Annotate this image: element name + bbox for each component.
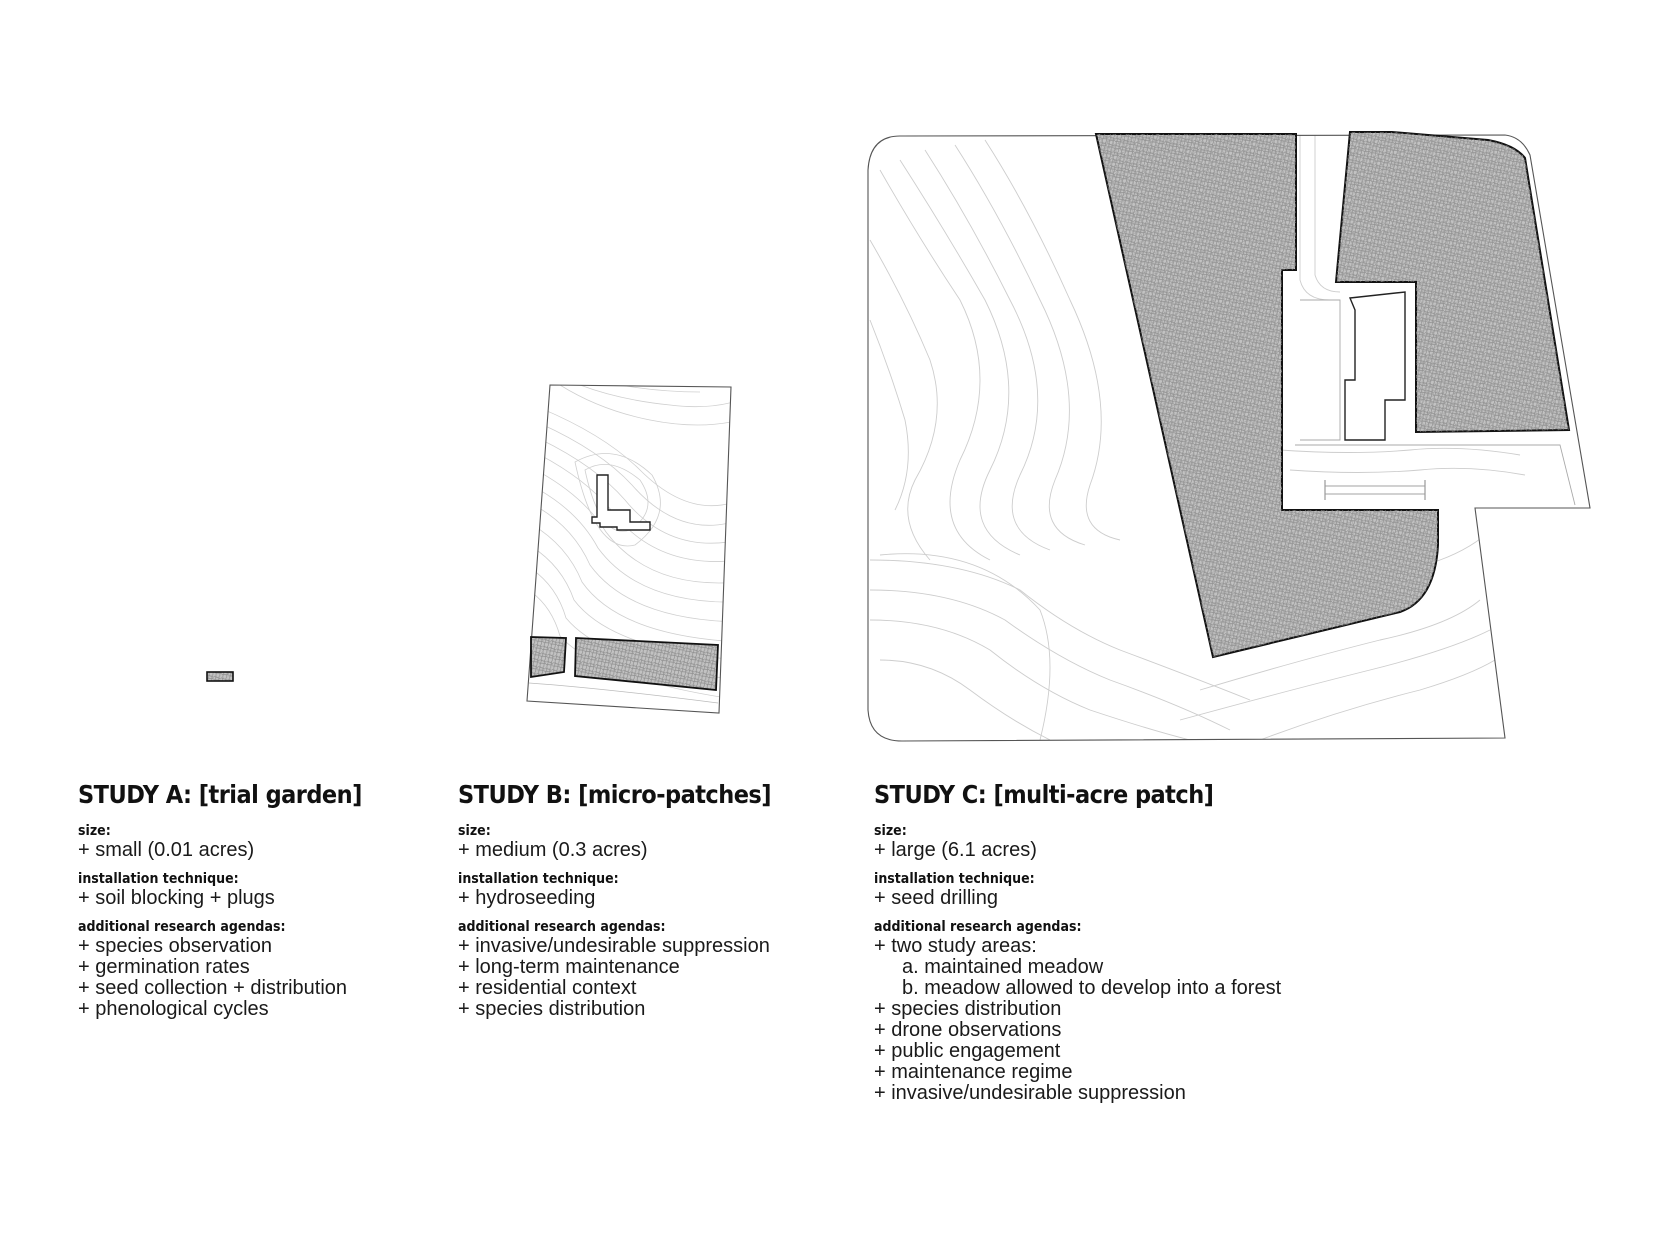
technique-label: installation technique: xyxy=(78,871,239,887)
agenda-item: + drone observations xyxy=(874,1019,1062,1041)
technique-label: installation technique: xyxy=(458,871,619,887)
study-c-building xyxy=(1345,292,1405,440)
size-label: size: xyxy=(874,823,907,839)
size-value: + large (6.1 acres) xyxy=(874,839,1037,861)
agenda-item: + species observation xyxy=(78,935,273,957)
study-c-title: STUDY C: [multi-acre patch] xyxy=(874,780,1214,809)
agenda-item: + long-term maintenance xyxy=(458,956,680,978)
agenda-item: + invasive/undesirable suppression xyxy=(458,935,770,957)
agenda-item: + germination rates xyxy=(78,956,250,978)
study-a-title: STUDY A: [trial garden] xyxy=(78,780,362,809)
agendas-list xyxy=(458,936,858,1020)
agenda-item: + maintenance regime xyxy=(874,1061,1073,1083)
agenda-item: + phenological cycles xyxy=(78,998,269,1020)
agendas-label: additional research agendas: xyxy=(874,919,1082,935)
agendas-label: additional research agendas: xyxy=(458,919,666,935)
agendas-list xyxy=(78,936,448,1020)
technique-value: + soil blocking + plugs xyxy=(78,887,275,909)
study-b-building xyxy=(592,475,650,530)
study-c-description xyxy=(874,780,1434,1114)
agenda-subitem: b. meadow allowed to develop into a forest xyxy=(902,977,1282,999)
study-b-patch-east xyxy=(575,638,718,690)
agenda-subitem: a. maintained meadow xyxy=(902,956,1104,978)
size-value: + small (0.01 acres) xyxy=(78,839,255,861)
agenda-item: + seed collection + distribution xyxy=(78,977,348,999)
agenda-item: + residential context xyxy=(458,977,637,999)
technique-label: installation technique: xyxy=(874,871,1035,887)
study-a-description xyxy=(78,780,448,1030)
study-a-plan xyxy=(207,672,233,681)
size-label: size: xyxy=(458,823,491,839)
study-c-plan xyxy=(868,132,1590,741)
study-c-parking xyxy=(1325,486,1425,494)
agendas-list xyxy=(874,936,1434,1104)
study-b-plan xyxy=(520,385,740,713)
agendas-label: additional research agendas: xyxy=(78,919,286,935)
agenda-item: + species distribution xyxy=(874,998,1062,1020)
technique-value: + hydroseeding xyxy=(458,887,596,909)
size-value: + medium (0.3 acres) xyxy=(458,839,648,861)
study-a-patch xyxy=(207,672,233,681)
size-label: size: xyxy=(78,823,111,839)
technique-value: + seed drilling xyxy=(874,887,998,909)
agenda-item: + invasive/undesirable suppression xyxy=(874,1082,1186,1104)
study-b-title: STUDY B: [micro-patches] xyxy=(458,780,772,809)
agenda-item: + public engagement xyxy=(874,1040,1061,1062)
study-b-patch-west xyxy=(531,637,566,677)
study-b-description xyxy=(458,780,858,1030)
agenda-item: + two study areas: xyxy=(874,935,1037,957)
agenda-item: + species distribution xyxy=(458,998,646,1020)
